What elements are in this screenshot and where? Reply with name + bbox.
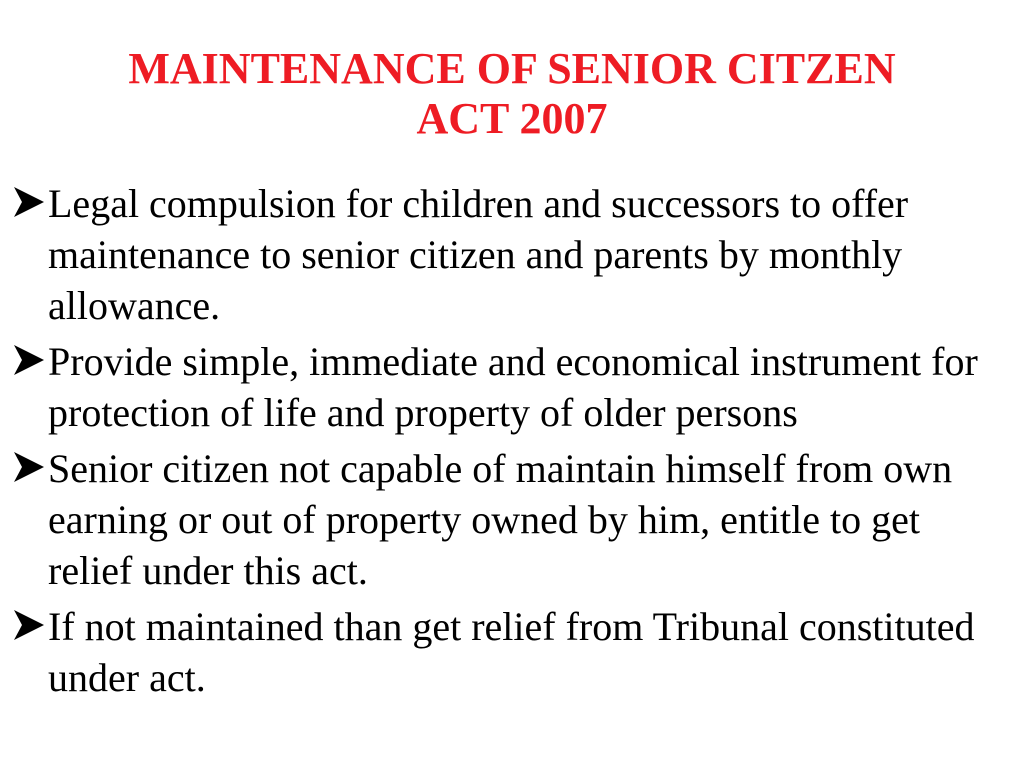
arrowhead-bullet-icon xyxy=(12,450,46,484)
bullet-item xyxy=(0,443,1010,596)
arrowhead-bullet-icon xyxy=(12,608,46,642)
arrowhead-bullet-icon xyxy=(12,185,46,219)
bullet-text: Senior citizen not capable of maintain himself from own earning or out of property owned by him, entitle to get relief under this act. xyxy=(48,446,953,593)
slide-title-line-2: ACT 2007 xyxy=(416,94,608,143)
bullet-list xyxy=(0,178,1010,708)
slide-title-line-1: MAINTENANCE OF SENIOR CITZEN xyxy=(128,44,896,93)
arrowhead-bullet-icon xyxy=(12,343,46,377)
bullet-item xyxy=(0,336,1010,438)
bullet-text: Legal compulsion for children and successors to offer maintenance to senior citizen and parents by monthly allowance. xyxy=(48,181,909,328)
bullet-text: If not maintained than get relief from Tribunal constituted under act. xyxy=(48,604,975,700)
bullet-item xyxy=(0,178,1010,331)
slide-title xyxy=(40,44,984,144)
bullet-item xyxy=(0,601,1010,703)
bullet-text: Provide simple, immediate and economical instrument for protection of life and property of older persons xyxy=(48,339,978,435)
